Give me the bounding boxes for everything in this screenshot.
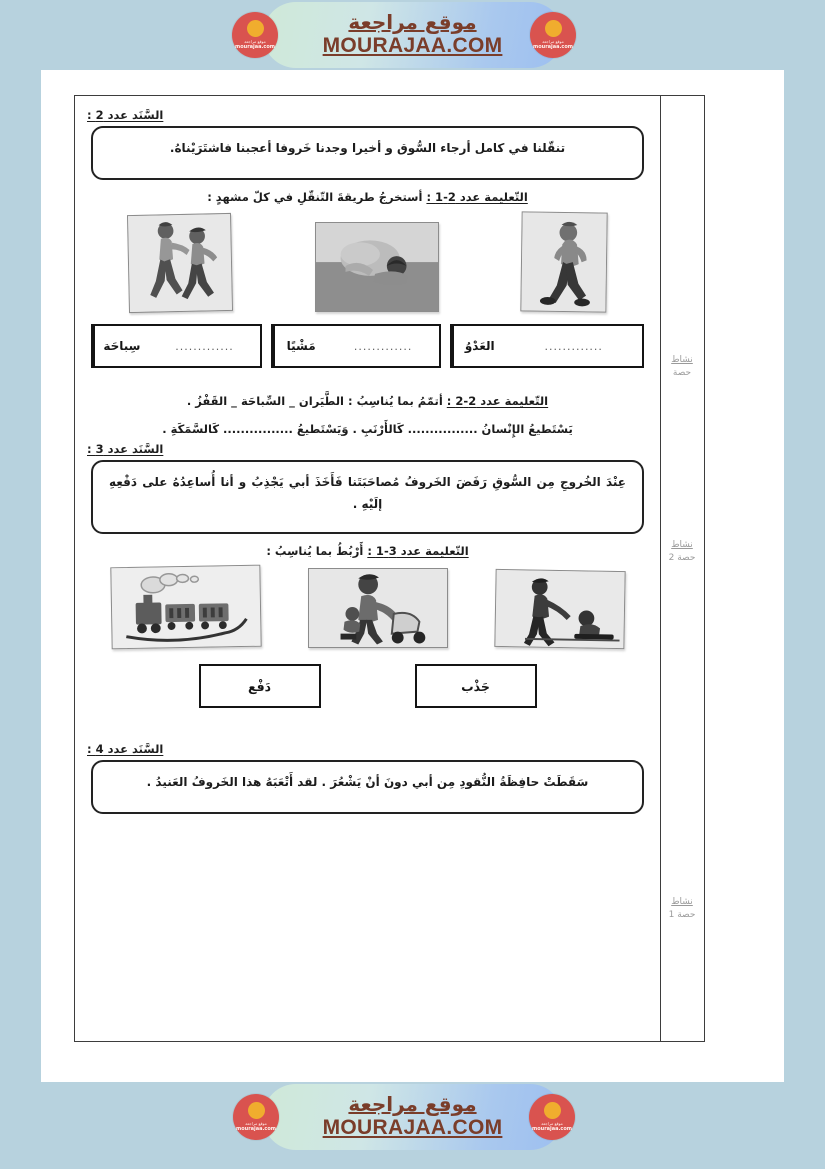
instruction-2-1 <box>87 190 648 204</box>
worksheet-content <box>75 96 660 1041</box>
answer-box-swimming[interactable] <box>91 324 262 368</box>
answer-blank-swimming[interactable]: ............. <box>175 339 234 353</box>
source-text-box-3 <box>91 460 644 534</box>
logo-caption-en: mourajaa.com <box>235 43 276 50</box>
instruction-2-1-lead: التّعليمة عدد 2-1 : <box>426 190 528 204</box>
instruction-2-2-body: أتمّمُ بما يُناسِبُ : الطَّيَران _ السِّباحَة _ القَفْزُ . <box>186 394 443 408</box>
instruction-3-1 <box>87 544 648 558</box>
word-label-pull: جَذْب <box>461 678 490 694</box>
margin-note-bottom: حصة 1 <box>668 910 696 921</box>
section-heading-source-3: السَّنَد عدد 3 : <box>87 442 164 456</box>
brand-pill-top <box>263 2 563 68</box>
word-box-push[interactable] <box>199 664 321 708</box>
picture-train <box>110 565 261 650</box>
word-label-push: دَفْع <box>247 678 272 694</box>
answer-label-walking: مَشْيًا <box>273 326 327 366</box>
answer-box-running[interactable] <box>450 324 644 368</box>
brand-logo-left <box>232 12 278 58</box>
picture-walking-child <box>520 211 607 312</box>
instruction-3-1-lead: التّعليمة عدد 3-1 : <box>367 544 469 558</box>
margin-note <box>664 896 700 922</box>
logo-mark-icon <box>248 1102 265 1119</box>
logo-caption-en: mourajaa.com <box>533 43 574 50</box>
instruction-3-1-body: أَرْبُطُ بما يُناسِبُ : <box>266 544 364 558</box>
instruction-2-2-lead: التّعليمة عدد 2-2 : <box>446 394 549 408</box>
source-text-box-4 <box>91 760 644 814</box>
logo-caption-en: mourajaa.com <box>236 1125 277 1132</box>
logo-caption-ar: موقع مراجعة <box>541 1120 563 1126</box>
picture-running-children <box>127 213 233 313</box>
word-box-pull[interactable] <box>415 664 537 708</box>
brand-pill-bottom <box>263 1084 563 1150</box>
margin-note-bottom: حصة <box>672 368 692 379</box>
brand-site-url[interactable]: MOURAJAA.COM <box>322 34 503 58</box>
margin-note-top: نشاط <box>671 897 693 907</box>
instruction-2-1-body: أستخرجُ طريقةَ التّنقّلِ في كلّ مشهدٍ : <box>207 190 423 204</box>
worksheet-frame <box>74 95 705 1042</box>
answer-label-running: العَدْوُ <box>452 326 506 366</box>
margin-note <box>664 539 700 565</box>
answer-box-walking[interactable] <box>271 324 441 368</box>
brand-logo-right <box>529 1094 575 1140</box>
logo-mark-icon <box>247 20 264 37</box>
logo-caption-en: mourajaa.com <box>532 1125 573 1132</box>
brand-logo-left <box>233 1094 279 1140</box>
instruction-2-2 <box>87 394 648 408</box>
source-text-2: تنقّلنا في كامل أرجاء السُّوق و أخيرا وجدنا خَروفا أعجبنا فاشتَرَيْناهُ. <box>169 141 566 155</box>
source-text-4: سَقَطَتْ حافِظَةُ النُّقودِ مِن أبي دونَ أنْ يَشْعُرَ . لقد أَتْعَبَهُ هذا الخَروفُ العَنيدُ . <box>146 775 589 789</box>
picture-person-pulling-sled <box>494 569 625 649</box>
picture-swimming-child <box>315 222 439 312</box>
brand-title-ar: موقع مراجعة <box>348 1092 477 1117</box>
logo-caption-ar: موقع مراجعة <box>245 1120 267 1126</box>
margin-annotation-column <box>660 96 704 1041</box>
picture-row-3-1 <box>87 566 648 648</box>
answer-blank-running[interactable]: ............. <box>544 339 603 353</box>
source-text-box-2 <box>91 126 644 180</box>
word-row-3-1 <box>87 664 648 708</box>
answer-blank-walking[interactable]: ............. <box>353 339 413 353</box>
margin-note-top: نشاط <box>671 540 693 550</box>
margin-note <box>664 354 700 380</box>
picture-row-2-1 <box>87 212 648 312</box>
brand-banner-bottom <box>0 1082 825 1152</box>
brand-site-url[interactable]: MOURAJAA.COM <box>322 1116 503 1140</box>
margin-note-top: نشاط <box>671 355 693 365</box>
logo-mark-icon <box>545 20 562 37</box>
answer-row-2-1 <box>87 324 648 368</box>
brand-title-ar: موقع مراجعة <box>348 10 477 35</box>
section-heading-source-2: السَّنَد عدد 2 : <box>87 108 164 122</box>
picture-person-pushing-stroller <box>308 568 448 648</box>
section-heading-source-4: السَّنَد عدد 4 : <box>87 742 164 756</box>
logo-caption-ar: موقع مراجعة <box>542 38 564 44</box>
margin-note-bottom: حصة 2 <box>668 553 696 564</box>
worksheet-page <box>41 70 784 1082</box>
answer-label-swimming: سِباحَة <box>93 326 148 366</box>
logo-mark-icon <box>544 1102 561 1119</box>
source-text-3: عِنْدَ الخُروجِ مِن السُّوقِ رَفَضَ الخَروفُ مُصاحَبَتَنا فَأَخَذَ أبي يَجْذِبُ و أنا أُساعِدُهُ على دَفْعِهِ إلَيْهِ . <box>109 475 626 512</box>
brand-banner-top <box>0 0 825 70</box>
fill-in-sentence-2-2[interactable]: يَسْتَطيعُ الإِنْسانُ ................ كَالأَرْنَبِ . وَيَسْتَطيعُ ................ كَالسَّمَكَةِ . <box>162 422 573 436</box>
logo-caption-ar: موقع مراجعة <box>244 38 266 44</box>
brand-logo-right <box>530 12 576 58</box>
